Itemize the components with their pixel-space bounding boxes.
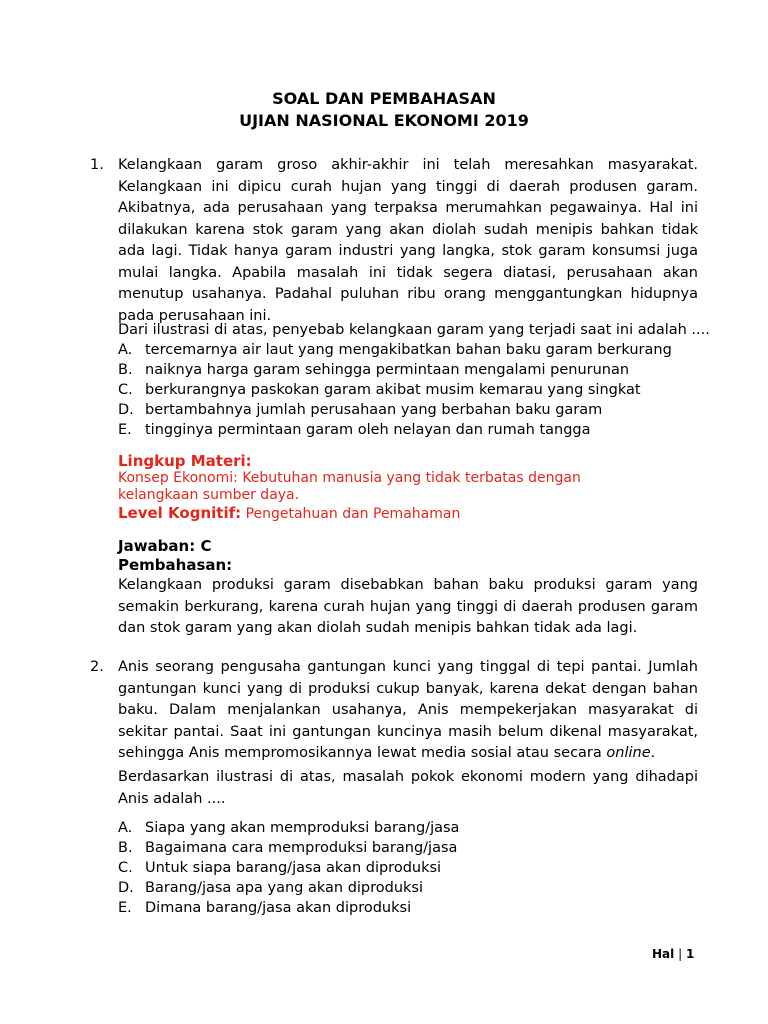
page-footer [652,947,694,961]
document-title-line1: SOAL DAN PEMBAHASAN [272,89,496,108]
option-letter: E. [118,900,132,916]
option-text: naiknya harga garam sehingga permintaan mengalami penurunan [145,362,630,378]
question-2-number: 2. [90,659,104,675]
option-text: berkurangnya paskokan garam akibat musim kemarau yang singkat [145,382,641,398]
passage-text: Anis seorang pengusaha gantungan kunci yang tinggal di tepi pantai. Jumlah gantungan kunci yang di produksi cukup banyak, karena dekat dengan bahan baku. Dalam menjalankan usahanya, Anis mempekerjakan masyarakat di sekitar pantai. Saat ini gantungan kuncinya masih belum dikenal masyarakat, sehingga Anis mempromosikannya lewat media sosial atau secara [118,659,698,761]
option-text: Dimana barang/jasa akan diproduksi [145,900,412,916]
option-letter: C. [118,860,133,876]
option-text: Untuk siapa barang/jasa akan diproduksi [145,860,442,876]
question-1-prompt: Dari ilustrasi di atas, penyebab kelangkaan garam yang terjadi saat ini adalah .... [118,322,710,338]
option-text: tingginya permintaan garam oleh nelayan dan rumah tangga [145,422,591,438]
option-letter: A. [118,342,133,358]
question-1-option-c[interactable] [118,380,641,400]
option-letter: A. [118,820,133,836]
question-2-option-e[interactable] [118,898,411,918]
passage-end: . [650,745,656,761]
level-kognitif [118,505,460,523]
lingkup-materi-text: Konsep Ekonomi: Kebutuhan manusia yang tidak terbatas dengan kelangkaan sumber daya. [118,470,581,503]
option-text: Barang/jasa apa yang akan diproduksi [145,880,424,896]
discussion-heading: Pembahasan: [118,556,233,574]
question-2-passage [118,657,698,765]
level-kognitif-text: Pengetahuan dan Pemahaman [245,506,461,522]
option-letter: B. [118,840,133,856]
option-letter: D. [118,402,134,418]
question-1-number: 1. [90,157,104,173]
option-text: bertambahnya jumlah perusahaan yang berbahan baku garam [145,402,603,418]
question-1-option-b[interactable] [118,360,629,380]
answer-key: Jawaban: C [118,537,212,555]
option-letter: D. [118,880,134,896]
question-2-option-d[interactable] [118,878,423,898]
option-text: tercemarnya air laut yang mengakibatkan bahan baku garam berkurang [145,342,672,358]
passage-italic: online [606,745,651,761]
question-1-option-d[interactable] [118,400,602,420]
level-kognitif-label: Level Kognitif: [118,504,242,522]
page-separator: | [678,947,683,961]
option-text: Bagaimana cara memproduksi barang/jasa [145,840,458,856]
option-text: Siapa yang akan memproduksi barang/jasa [145,820,460,836]
page-number: 1 [685,947,695,961]
question-1-option-e[interactable] [118,420,591,440]
page-label: Hal [652,947,675,961]
discussion-text: Kelangkaan produksi garam disebabkan bahan baku produksi garam yang semakin berkurang, karena curah hujan yang tinggi di daerah produsen garam dan stok garam yang akan diolah sudah menipis bahkan tidak ada lagi. [118,577,698,636]
document-title-line2: UJIAN NASIONAL EKONOMI 2019 [239,111,529,130]
question-2-option-c[interactable] [118,858,441,878]
question-1-passage: Kelangkaan garam groso akhir-akhir ini telah meresahkan masyarakat. Kelangkaan ini dipicu curah hujan yang tinggi di daerah produsen garam. Akibatnya, ada perusahaan yang terpaksa merumahkan pegawainya. Hal ini dilakukan karena stok garam yang akan diolah sudah menipis bahkan tidak ada lagi. Tidak hanya garam industri yang langka, stok garam konsumsi juga mulai langka. Apabila masalah ini tidak segera diatasi, perusahaan akan menutup usahanya. Padahal puluhan ribu orang menggantungkan hidupnya pada perusahaan ini. [118,157,698,324]
question-1-option-a[interactable] [118,340,672,360]
option-letter: E. [118,422,132,438]
question-2-option-b[interactable] [118,838,457,858]
option-letter: B. [118,362,133,378]
question-2-option-a[interactable] [118,818,459,838]
lingkup-materi-heading: Lingkup Materi: [118,452,252,470]
option-letter: C. [118,382,133,398]
question-2-prompt: Berdasarkan ilustrasi di atas, masalah pokok ekonomi modern yang dihadapi Anis adalah .... [118,769,698,807]
